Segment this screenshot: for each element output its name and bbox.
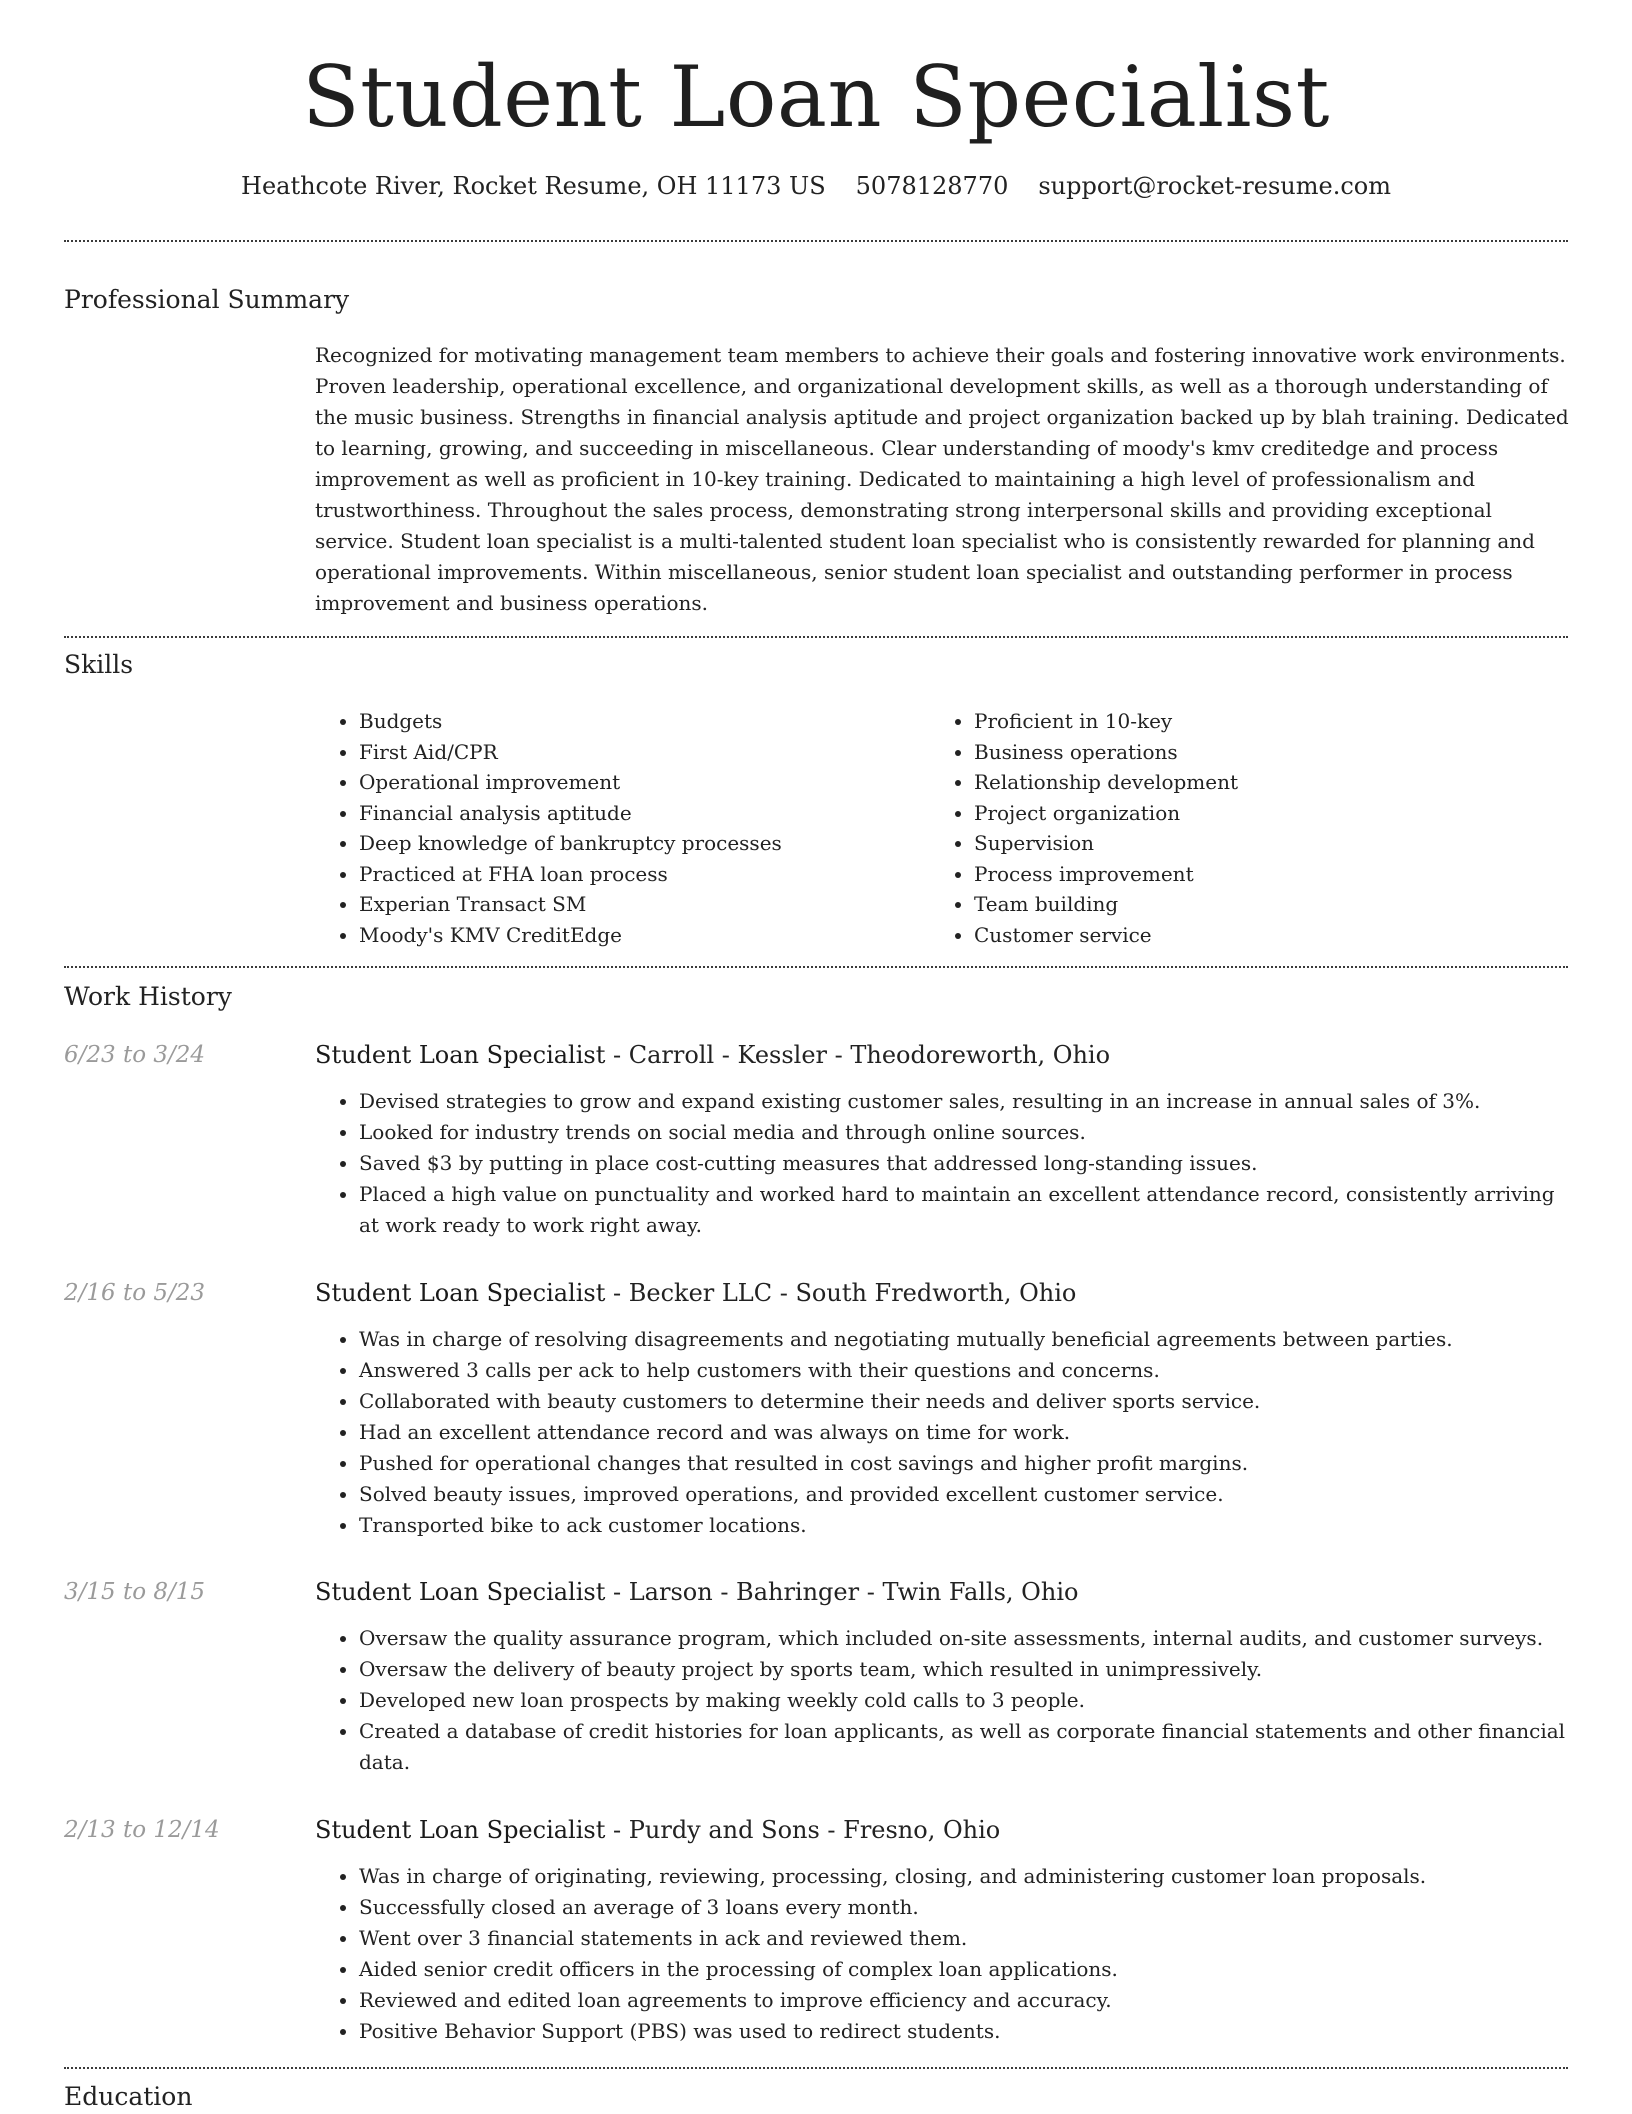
job-bullet: • Created a database of credit histories for loan applicants, as well as corporate financial statements and other financial data.	[359, 1716, 1568, 1778]
contact-line	[0, 170, 1632, 202]
job-bullet: • Reviewed and edited loan agreements to improve efficiency and accuracy.	[359, 1985, 1568, 2016]
job-role: Student Loan Specialist	[315, 1041, 606, 1069]
job-title-line	[315, 1575, 1078, 1609]
skill-item: • Deep knowledge of bankruptcy processes	[359, 828, 930, 859]
skill-item: • Operational improvement	[359, 767, 930, 798]
job-company: - Larson - Bahringer - Twin Falls, Ohio	[605, 1578, 1079, 1606]
job-bullets	[315, 1861, 1568, 2047]
skill-item: • Proficient in 10-key	[974, 706, 1545, 737]
skill-item: • Team building	[974, 889, 1545, 920]
job-bullet: • Pushed for operational changes that resulted in cost savings and higher profit margins.	[359, 1448, 1568, 1479]
skill-item: • Practiced at FHA loan process	[359, 859, 930, 890]
job-bullet: • Answered 3 calls per ack to help customers with their questions and concerns.	[359, 1355, 1568, 1386]
resume-name: Student Loan Specialist	[302, 48, 1330, 146]
job-bullet: • Placed a high value on punctuality and worked hard to maintain an excellent attendance record, consistently arriving at work ready to work right away.	[359, 1179, 1568, 1241]
job-title-line	[315, 1813, 1000, 1847]
job-bullet: • Saved $3 by putting in place cost-cutting measures that addressed long-standing issues.	[359, 1148, 1568, 1179]
summary-heading: Professional Summary	[64, 285, 350, 314]
section-divider	[64, 240, 1568, 242]
job-bullet: • Developed new loan prospects by making weekly cold calls to 3 people.	[359, 1685, 1568, 1716]
skills-list	[315, 706, 1569, 950]
job-bullet: • Aided senior credit officers in the processing of complex loan applications.	[359, 1954, 1568, 1985]
skill-item: • Moody's KMV CreditEdge	[359, 920, 930, 951]
job-title-line	[315, 1276, 1076, 1310]
skill-item: • Financial analysis aptitude	[359, 798, 930, 829]
job-bullets	[315, 1086, 1568, 1241]
contact-email: support@rocket-resume.com	[1038, 172, 1391, 200]
education-heading: Education	[64, 2082, 193, 2111]
skill-item: • Process improvement	[974, 859, 1545, 890]
job-bullet: • Devised strategies to grow and expand existing customer sales, resulting in an increase in annual sales of 3%.	[359, 1086, 1568, 1117]
skill-item: • First Aid/CPR	[359, 737, 930, 768]
job-role: Student Loan Specialist	[315, 1816, 606, 1844]
skills-column-left	[315, 706, 930, 950]
skills-column-right	[930, 706, 1545, 950]
summary-text: Recognized for motivating management team members to achieve their goals and fostering innovative work environments. Proven leadership, operational excellence, and organizational development skills, as well as a thorough understanding of the music business. Strengths in financial analysis aptitude and project organization backed up by blah training. Dedicated to learning, growing, and succeeding in miscellaneous. Clear understanding of moody's kmv creditedge and process improvement as well as proficient in 10-key training. Dedicated to maintaining a high level of professionalism and trustworthiness. Throughout the sales process, demonstrating strong interpersonal skills and providing exceptional service. Student loan specialist is a multi-talented student loan specialist who is consistently rewarded for planning and operational improvements. Within miscellaneous, senior student loan specialist and outstanding performer in process improvement and business operations.	[315, 343, 1569, 615]
job-bullet: • Successfully closed an average of 3 loans every month.	[359, 1892, 1568, 1923]
job-title-line	[315, 1038, 1110, 1072]
skill-item: • Experian Transact SM	[359, 889, 930, 920]
skill-item: • Project organization	[974, 798, 1545, 829]
job-bullet: • Solved beauty issues, improved operations, and provided excellent customer service.	[359, 1479, 1568, 1510]
job-company: - Becker LLC - South Fredworth, Ohio	[605, 1279, 1077, 1307]
section-divider	[64, 2067, 1568, 2069]
contact-address: Heathcote River, Rocket Resume, OH 11173 US	[241, 172, 826, 200]
work-history-heading: Work History	[64, 982, 232, 1011]
job-bullet: • Transported bike to ack customer locations.	[359, 1510, 1568, 1541]
contact-phone: 5078128770	[855, 172, 1009, 200]
job-bullet: • Was in charge of resolving disagreements and negotiating mutually beneficial agreements between parties.	[359, 1324, 1568, 1355]
skill-item: • Relationship development	[974, 767, 1545, 798]
job-company: - Purdy and Sons - Fresno, Ohio	[605, 1816, 1001, 1844]
job-company: - Carroll - Kessler - Theodoreworth, Ohio	[605, 1041, 1111, 1069]
skill-item: • Customer service	[974, 920, 1545, 951]
job-bullet: • Positive Behavior Support (PBS) was used to redirect students.	[359, 2016, 1568, 2047]
job-bullet: • Went over 3 financial statements in ack and reviewed them.	[359, 1923, 1568, 1954]
job-role: Student Loan Specialist	[315, 1578, 606, 1606]
job-bullets	[315, 1623, 1568, 1778]
job-bullet: • Oversaw the quality assurance program, which included on-site assessments, internal audits, and customer surveys.	[359, 1623, 1568, 1654]
job-bullet: • Was in charge of originating, reviewing, processing, closing, and administering customer loan proposals.	[359, 1861, 1568, 1892]
job-bullet: • Looked for industry trends on social media and through online sources.	[359, 1117, 1568, 1148]
skill-item: • Budgets	[359, 706, 930, 737]
skill-item: • Business operations	[974, 737, 1545, 768]
job-dates: 2/16 to 5/23	[64, 1280, 206, 1306]
skill-item: • Supervision	[974, 828, 1545, 859]
job-bullets	[315, 1324, 1568, 1541]
job-bullet: • Oversaw the delivery of beauty project by sports team, which resulted in unimpressively.	[359, 1654, 1568, 1685]
skills-heading: Skills	[64, 650, 134, 679]
job-dates: 6/23 to 3/24	[64, 1042, 206, 1068]
job-bullet: • Collaborated with beauty customers to determine their needs and deliver sports service.	[359, 1386, 1568, 1417]
job-role: Student Loan Specialist	[315, 1279, 606, 1307]
section-divider	[64, 966, 1568, 968]
job-dates: 2/13 to 12/14	[64, 1817, 220, 1843]
section-divider	[64, 636, 1568, 638]
job-bullet: • Had an excellent attendance record and was always on time for work.	[359, 1417, 1568, 1448]
job-dates: 3/15 to 8/15	[64, 1579, 206, 1605]
